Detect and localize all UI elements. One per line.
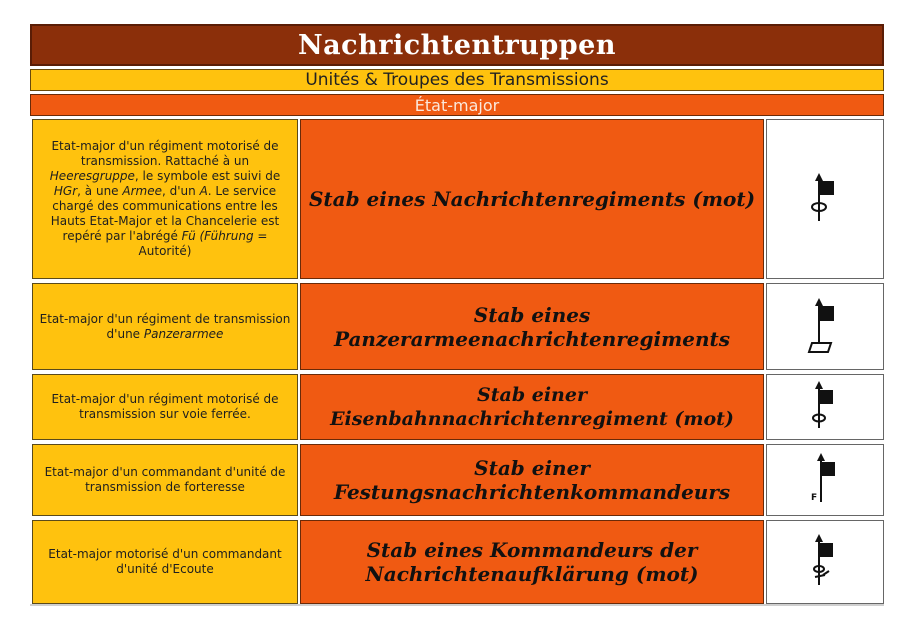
row-description (32, 283, 298, 370)
row-description (32, 119, 298, 279)
table-row (30, 520, 884, 604)
table-row (30, 283, 884, 370)
table (30, 24, 884, 606)
subtitle-bar: Unités & Troupes des Transmissions (30, 69, 884, 91)
section-header: État-major (30, 94, 884, 116)
desc-text: Etat-major d'un régiment de transmission d'une (39, 311, 291, 341)
unit-name: Stab eines Nachrichtenregiments (mot) (300, 119, 764, 279)
symbol-cell (766, 119, 884, 279)
desc-text: Etat-major d'un régiment motorisé de transmission. Rattaché à un (51, 139, 279, 168)
table-row (30, 374, 884, 440)
desc-term: Panzerarmee (143, 326, 224, 341)
table-bottom-border (30, 604, 884, 606)
desc-text: , d'un (162, 184, 200, 198)
table-row (30, 119, 884, 279)
desc-term: Heeresgruppe (49, 169, 135, 183)
row-description: Etat-major d'un commandant d'unité de transmission de forteresse (32, 444, 298, 516)
flag-rail-icon (805, 378, 845, 436)
unit-name: Stab einer Festungsnachrichtenkommandeurs (300, 444, 764, 516)
desc-term: HGr (53, 184, 78, 198)
row-description: Etat-major motorisé d'un commandant d'unité d'Ecoute (32, 520, 298, 604)
flag-motorized-icon (805, 169, 845, 229)
desc-term: A (199, 184, 208, 198)
desc-text: , le symbole est suivi de (134, 169, 281, 183)
symbol-cell (766, 283, 884, 370)
desc-text: . Le service chargé des communications entre les Hauts Etat-Major et la Chancelerie est repéré par l'abrégé (50, 184, 280, 243)
fortress-letter: F (811, 493, 818, 503)
flag-panzer-icon (805, 295, 845, 359)
symbol-cell (766, 520, 884, 604)
symbol-cell (766, 374, 884, 440)
symbol-cell (766, 444, 884, 516)
desc-term: Armee (122, 184, 162, 198)
flag-listening-icon (805, 531, 845, 593)
unit-name: Stab eines Panzerarmeenachrichtenregiments (300, 283, 764, 370)
flag-fortress-icon (805, 450, 845, 510)
desc-term: Fü (Führung (181, 229, 254, 243)
unit-name: Stab einer Eisenbahnnachrichtenregiment (mot) (300, 374, 764, 440)
table-row (30, 444, 884, 516)
desc-text: = Autorité) (138, 229, 268, 258)
desc-text: , à une (77, 184, 123, 198)
row-description: Etat-major d'un régiment motorisé de transmission sur voie ferrée. (32, 374, 298, 440)
page-title: Nachrichtentruppen (30, 24, 884, 66)
unit-name: Stab eines Kommandeurs der Nachrichtenaufklärung (mot) (300, 520, 764, 604)
